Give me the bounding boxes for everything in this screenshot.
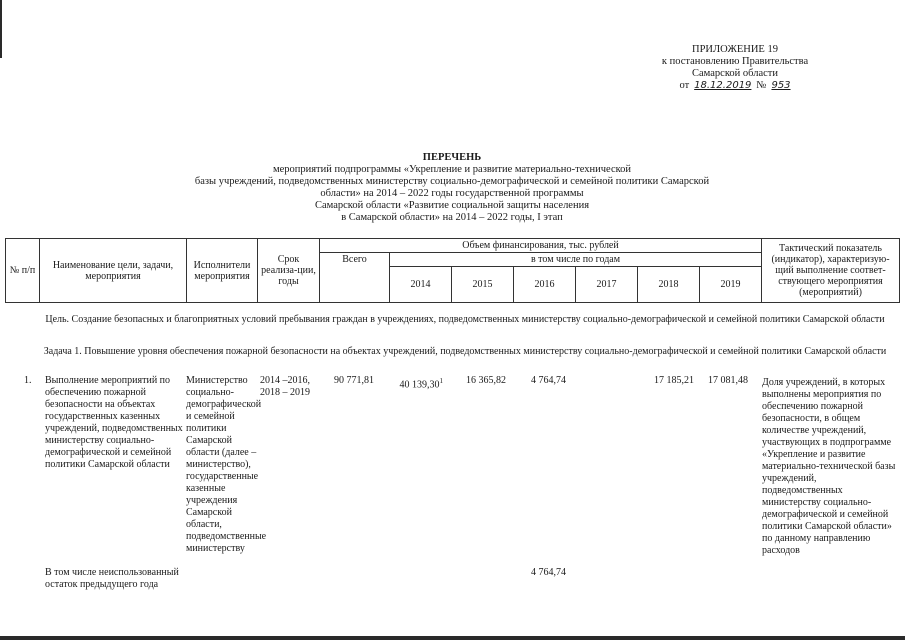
- row1-2018: 17 185,21: [654, 375, 694, 386]
- col-indicator-header: Тактический показатель (индикатор), характеризую-щий выполнение соответ-ствующего мероприятия (мероприятий): [762, 239, 900, 303]
- row1-2016: 4 764,74: [531, 375, 566, 386]
- handwritten-number: 953: [771, 80, 791, 91]
- title-line5: в Самарской области» на 2014 – 2022 годы, I этап: [341, 212, 563, 223]
- goal-text: Цель. Создание безопасных и благоприятных условий пребывания граждан в учреждениях, подведомственных министерству социально-демографической и семейной политики Самарской области: [45, 314, 885, 325]
- row1-number: 1.: [24, 375, 32, 386]
- col-term-header: Срок реализа-ции, годы: [258, 239, 320, 303]
- row1-executor: Министерство социально-демографической и семейной политики Самарской области (далее – министерство), государственные казенные учреждения Самарской области, подведомственные министерству: [186, 375, 267, 554]
- row1-2015: 16 365,82: [466, 375, 506, 386]
- title-line2: базы учреждений, подведомственных министерству социально-демографической и семейной политики Самарской: [194, 176, 710, 187]
- appendix-block: [630, 44, 840, 92]
- row2-label: В том числе неиспользованный остаток предыдущего года: [45, 567, 179, 590]
- col-by-years-header: в том числе по годам: [390, 253, 762, 267]
- handwritten-date: 18.12.2019: [694, 80, 752, 91]
- row2-2016: 4 764,74: [531, 567, 566, 578]
- scan-edge-left: [0, 0, 2, 58]
- year-header-2015: 2015: [452, 267, 514, 303]
- number-label: №: [756, 80, 767, 91]
- row1-term: 2014 –2016, 2018 – 2019: [260, 375, 310, 398]
- row1-name: Выполнение мероприятий по обеспечению пожарной безопасности на объектах государственных казенных учреждений, подведомственных министерству социально-демографической и семейной политики Самарской области: [45, 375, 183, 470]
- col-number-header: № п/п: [6, 239, 40, 303]
- task-text: Задача 1. Повышение уровня обеспечения пожарной безопасности на объектах учреждений, подведомственных министерству социально-демографической и семейной политики Самарской области: [43, 346, 887, 357]
- scan-edge-bottom: [0, 636, 905, 640]
- appendix-date-line: [630, 80, 840, 92]
- year-header-2019: 2019: [700, 267, 762, 303]
- title-line4: Самарской области «Развитие социальной защиты населения: [314, 200, 590, 211]
- year-header-2014: 2014: [390, 267, 452, 303]
- year-header-2018: 2018: [638, 267, 700, 303]
- funding-table-header: [5, 238, 900, 303]
- title-heading: ПЕРЕЧЕНЬ: [422, 152, 482, 163]
- row1-2014: 40 139,30: [399, 379, 440, 391]
- appendix-line1: к постановлению Правительства: [661, 56, 809, 67]
- year-header-2016: 2016: [514, 267, 576, 303]
- row1-2014-cell: [385, 375, 443, 391]
- col-executor-header: Исполнители мероприятия: [187, 239, 258, 303]
- from-label: от: [679, 80, 690, 91]
- row1-2019: 17 081,48: [708, 375, 748, 386]
- year-header-2017: 2017: [576, 267, 638, 303]
- appendix-line2: Самарской области: [692, 68, 778, 79]
- col-funding-header: Объем финансирования, тыс. рублей: [320, 239, 762, 253]
- title-line1: мероприятий подпрограммы «Укрепление и развитие материально-технической: [272, 164, 632, 175]
- col-name-header: Наименование цели, задачи, мероприятия: [40, 239, 187, 303]
- row1-total: 90 771,81: [334, 375, 374, 386]
- col-total-header: Всего: [320, 253, 390, 303]
- row1-2014-footnote: 1: [439, 377, 443, 385]
- row1-indicator: Доля учреждений, в которых выполнены мероприятия по обеспечению пожарной безопасности, в общем количестве учреждений, участвующих в подпрограмме «Укрепление и развитие материально-технической базы учреждений, подведомственных министерству социально-демографической и семейной политики Самарской области» по данному направлению расходов: [762, 377, 896, 556]
- title-line3: области» на 2014 – 2022 годы государственной программы: [320, 188, 584, 199]
- appendix-title: ПРИЛОЖЕНИЕ 19: [692, 44, 778, 55]
- document-title: [170, 152, 734, 224]
